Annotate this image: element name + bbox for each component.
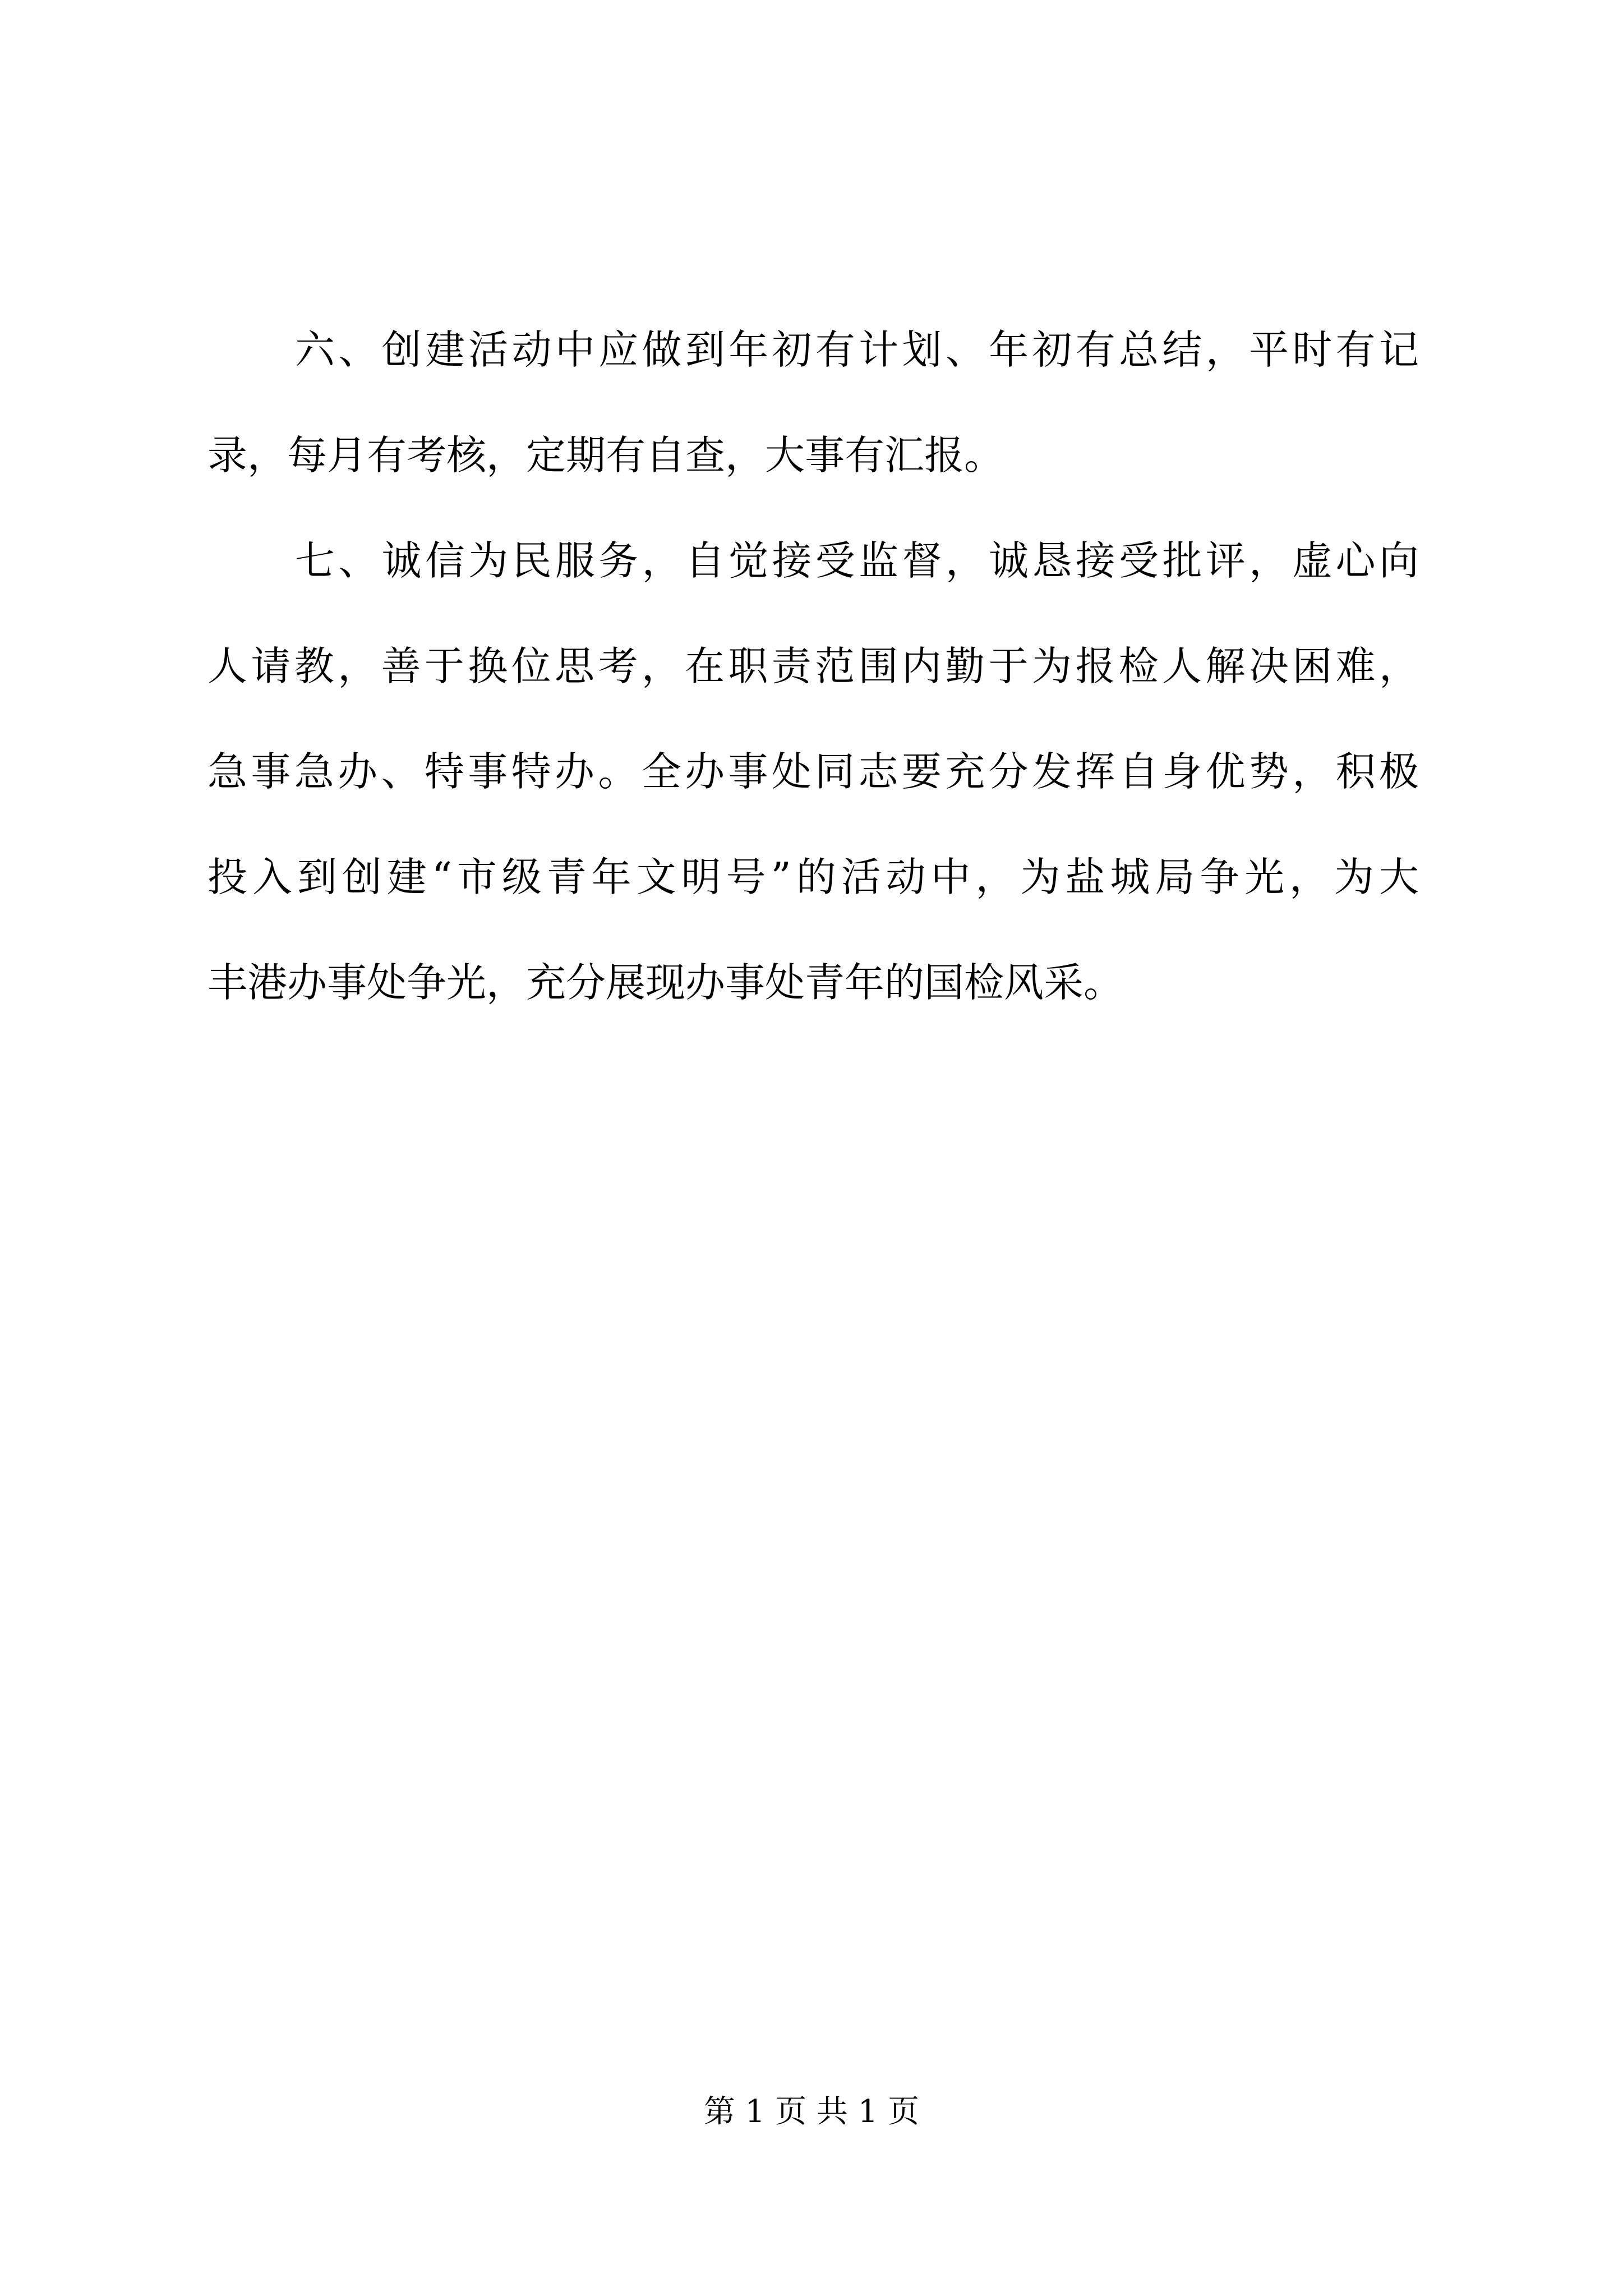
paragraph-line: 六、创建活动中应做到年初有计划、年初有总结，平时有记 (295, 326, 1419, 373)
paragraph-line: 丰港办事处争光，充分展现办事处青年的国检风采。 (208, 959, 1124, 1006)
paragraph-line: 人请教，善于换位思考，在职责范围内勤于为报检人解决困难， (208, 643, 1419, 689)
paragraph-line: 投入到创建“市级青年文明号”的活动中，为盐城局争光，为大 (208, 854, 1419, 900)
document-body (208, 297, 1419, 1036)
paragraph-6 (208, 297, 1419, 508)
paragraph-line: 录，每月有考核，定期有自查，大事有汇报。 (208, 432, 1004, 478)
paragraph-7 (208, 508, 1419, 1036)
page-number-footer: 第 1 页 共 1 页 (703, 2093, 920, 2130)
paragraph-line: 七、诚信为民服务，自觉接受监督，诚恳接受批评，虚心向 (295, 537, 1419, 584)
paragraph-line: 急事急办、特事特办。全办事处同志要充分发挥自身优势，积极 (208, 748, 1419, 795)
